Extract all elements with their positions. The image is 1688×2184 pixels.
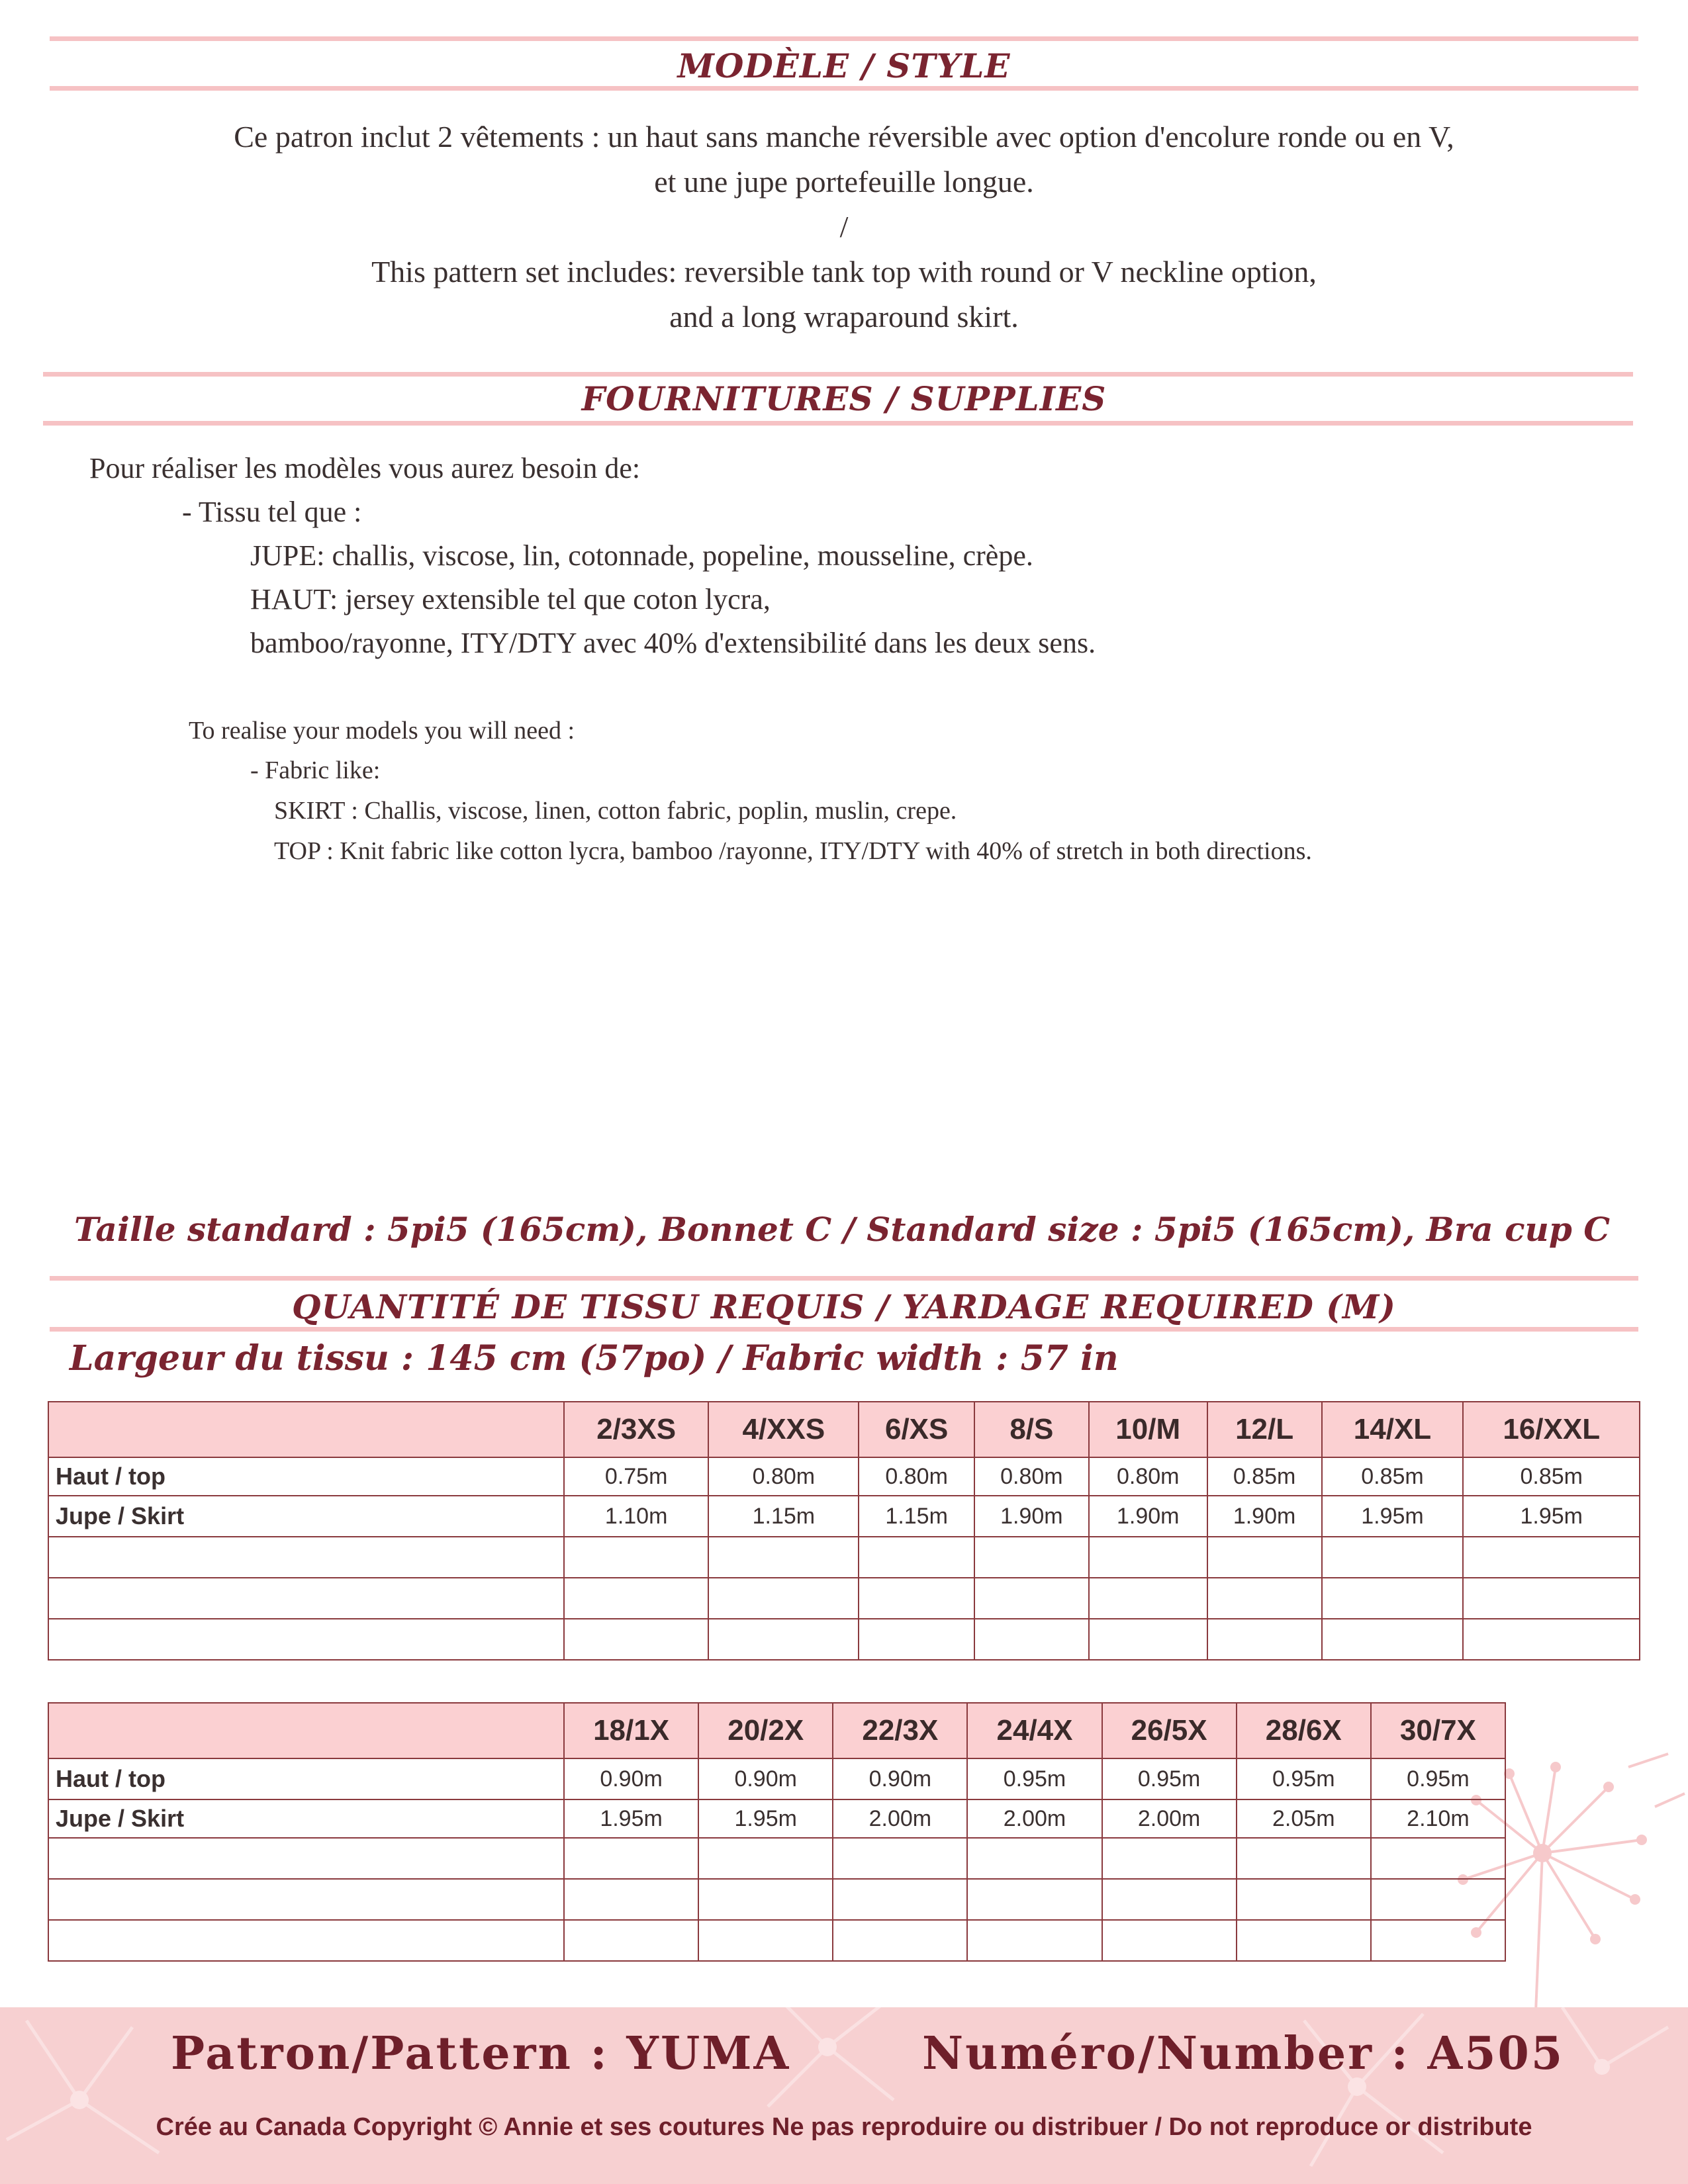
supplies-en-skirt: SKIRT : Challis, viscose, linen, cotton fabric, poplin, muslin, crepe. bbox=[274, 797, 957, 825]
yardage-cell: 1.90m bbox=[1207, 1496, 1322, 1537]
standard-size: Taille standard : 5pi5 (165cm), Bonnet C / Standard size : 5pi5 (165cm), Bra cup C bbox=[74, 1210, 1611, 1249]
yardage-cell: 0.95m bbox=[1102, 1758, 1237, 1799]
yardage-cell: 2.00m bbox=[1102, 1799, 1237, 1838]
yardage-cell: 2.00m bbox=[833, 1799, 967, 1838]
supplies-top-rule bbox=[43, 372, 1633, 377]
supplies-en-top: TOP : Knit fabric like cotton lycra, bamboo /rayonne, ITY/DTY with 40% of stretch in both directions. bbox=[274, 837, 1312, 865]
table-row bbox=[48, 1799, 1505, 1838]
supplies-fr-intro: Pour réaliser les modèles vous aurez besoin de: bbox=[89, 452, 641, 484]
yardage-cell: 2.00m bbox=[967, 1799, 1102, 1838]
yardage-cell: 1.10m bbox=[564, 1496, 708, 1537]
pattern-number: Numéro/Number : A505 bbox=[922, 2027, 1565, 2080]
yardage-cell: 0.85m bbox=[1463, 1457, 1640, 1496]
yardage-cell: 0.95m bbox=[967, 1758, 1102, 1799]
size-header: 30/7X bbox=[1371, 1703, 1505, 1758]
size-header: 8/S bbox=[974, 1402, 1089, 1457]
supplies-heading: FOURNITURES / SUPPLIES bbox=[581, 379, 1107, 418]
fabric-width: Largeur du tissu : 145 cm (57po) / Fabric width : 57 in bbox=[70, 1338, 1119, 1379]
yardage-table-1 bbox=[48, 1401, 1640, 1661]
size-header: 14/XL bbox=[1322, 1402, 1464, 1457]
supplies-bottom-rule bbox=[43, 421, 1633, 426]
yardage-top-rule bbox=[50, 1276, 1638, 1281]
yardage-cell: 0.80m bbox=[974, 1457, 1089, 1496]
empty-row bbox=[48, 1838, 1505, 1879]
yardage-heading: QUANTITÉ DE TISSU REQUIS / YARDAGE REQUIRED (M) bbox=[292, 1287, 1396, 1326]
pattern-name: Patron/Pattern : YUMA bbox=[171, 2027, 791, 2080]
empty-row bbox=[48, 1920, 1505, 1961]
size-header: 26/5X bbox=[1102, 1703, 1237, 1758]
size-header: 2/3XS bbox=[564, 1402, 708, 1457]
yardage-cell: 2.10m bbox=[1371, 1799, 1505, 1838]
yardage-cell: 0.95m bbox=[1371, 1758, 1505, 1799]
table-row bbox=[48, 1457, 1640, 1496]
style-top-rule bbox=[50, 36, 1638, 41]
style-en-line2: and a long wraparound skirt. bbox=[669, 300, 1019, 334]
style-heading: MODÈLE / STYLE bbox=[677, 46, 1011, 85]
row-label: Jupe / Skirt bbox=[48, 1799, 564, 1838]
yardage-cell: 0.90m bbox=[564, 1758, 698, 1799]
yardage-cell: 1.15m bbox=[708, 1496, 859, 1537]
row-label: Jupe / Skirt bbox=[48, 1496, 564, 1537]
empty-row bbox=[48, 1537, 1640, 1578]
style-fr-line1: Ce patron inclut 2 vêtements : un haut sans manche réversible avec option d'encolure ronde ou en V, bbox=[234, 120, 1454, 154]
table-row bbox=[48, 1758, 1505, 1799]
size-header: 4/XXS bbox=[708, 1402, 859, 1457]
supplies-fr-jupe: JUPE: challis, viscose, lin, cotonnade, popeline, mousseline, crèpe. bbox=[250, 539, 1033, 572]
supplies-fr-haut2: bamboo/rayonne, ITY/DTY avec 40% d'extensibilité dans les deux sens. bbox=[250, 627, 1096, 659]
yardage-cell: 0.85m bbox=[1322, 1457, 1464, 1496]
yardage-cell: 2.05m bbox=[1237, 1799, 1371, 1838]
yardage-cell: 0.80m bbox=[1089, 1457, 1207, 1496]
size-header: 10/M bbox=[1089, 1402, 1207, 1457]
empty-row bbox=[48, 1578, 1640, 1619]
style-bottom-rule bbox=[50, 86, 1638, 91]
yardage-cell: 0.85m bbox=[1207, 1457, 1322, 1496]
yardage-cell: 1.95m bbox=[698, 1799, 833, 1838]
yardage-table-2 bbox=[48, 1702, 1506, 1962]
yardage-cell: 1.95m bbox=[1463, 1496, 1640, 1537]
footer-banner bbox=[0, 2007, 1688, 2184]
style-en-line1: This pattern set includes: reversible tank top with round or V neckline option, bbox=[371, 255, 1317, 289]
copyright-notice: Crée au Canada Copyright © Annie et ses coutures Ne pas reproduire ou distribuer / Do not reproduce or distribute bbox=[156, 2113, 1532, 2141]
yardage-cell: 1.90m bbox=[1089, 1496, 1207, 1537]
style-fr-line2: et une jupe portefeuille longue. bbox=[654, 165, 1034, 199]
yardage-cell: 1.95m bbox=[564, 1799, 698, 1838]
empty-row bbox=[48, 1619, 1640, 1660]
size-header: 28/6X bbox=[1237, 1703, 1371, 1758]
style-separator: / bbox=[839, 210, 849, 244]
yardage-cell: 1.90m bbox=[974, 1496, 1089, 1537]
supplies-en-fabric: - Fabric like: bbox=[250, 756, 381, 784]
supplies-en-intro: To realise your models you will need : bbox=[189, 717, 575, 745]
row-label: Haut / top bbox=[48, 1758, 564, 1799]
yardage-cell: 0.95m bbox=[1237, 1758, 1371, 1799]
empty-row bbox=[48, 1879, 1505, 1920]
row-label: Haut / top bbox=[48, 1457, 564, 1496]
yardage-cell: 0.90m bbox=[833, 1758, 967, 1799]
yardage-cell: 0.75m bbox=[564, 1457, 708, 1496]
size-header: 12/L bbox=[1207, 1402, 1322, 1457]
table1-corner-cell bbox=[48, 1402, 564, 1457]
size-header: 16/XXL bbox=[1463, 1402, 1640, 1457]
table-row bbox=[48, 1496, 1640, 1537]
yardage-bottom-rule bbox=[50, 1327, 1638, 1332]
yardage-cell: 1.95m bbox=[1322, 1496, 1464, 1537]
size-header: 6/XS bbox=[859, 1402, 974, 1457]
yardage-cell: 0.90m bbox=[698, 1758, 833, 1799]
size-header: 20/2X bbox=[698, 1703, 833, 1758]
size-header: 18/1X bbox=[564, 1703, 698, 1758]
supplies-fr-fabric: - Tissu tel que : bbox=[182, 496, 362, 528]
size-header: 24/4X bbox=[967, 1703, 1102, 1758]
size-header: 22/3X bbox=[833, 1703, 967, 1758]
table2-corner-cell bbox=[48, 1703, 564, 1758]
supplies-fr-haut: HAUT: jersey extensible tel que coton lycra, bbox=[250, 583, 771, 615]
yardage-cell: 0.80m bbox=[708, 1457, 859, 1496]
yardage-cell: 1.15m bbox=[859, 1496, 974, 1537]
yardage-cell: 0.80m bbox=[859, 1457, 974, 1496]
